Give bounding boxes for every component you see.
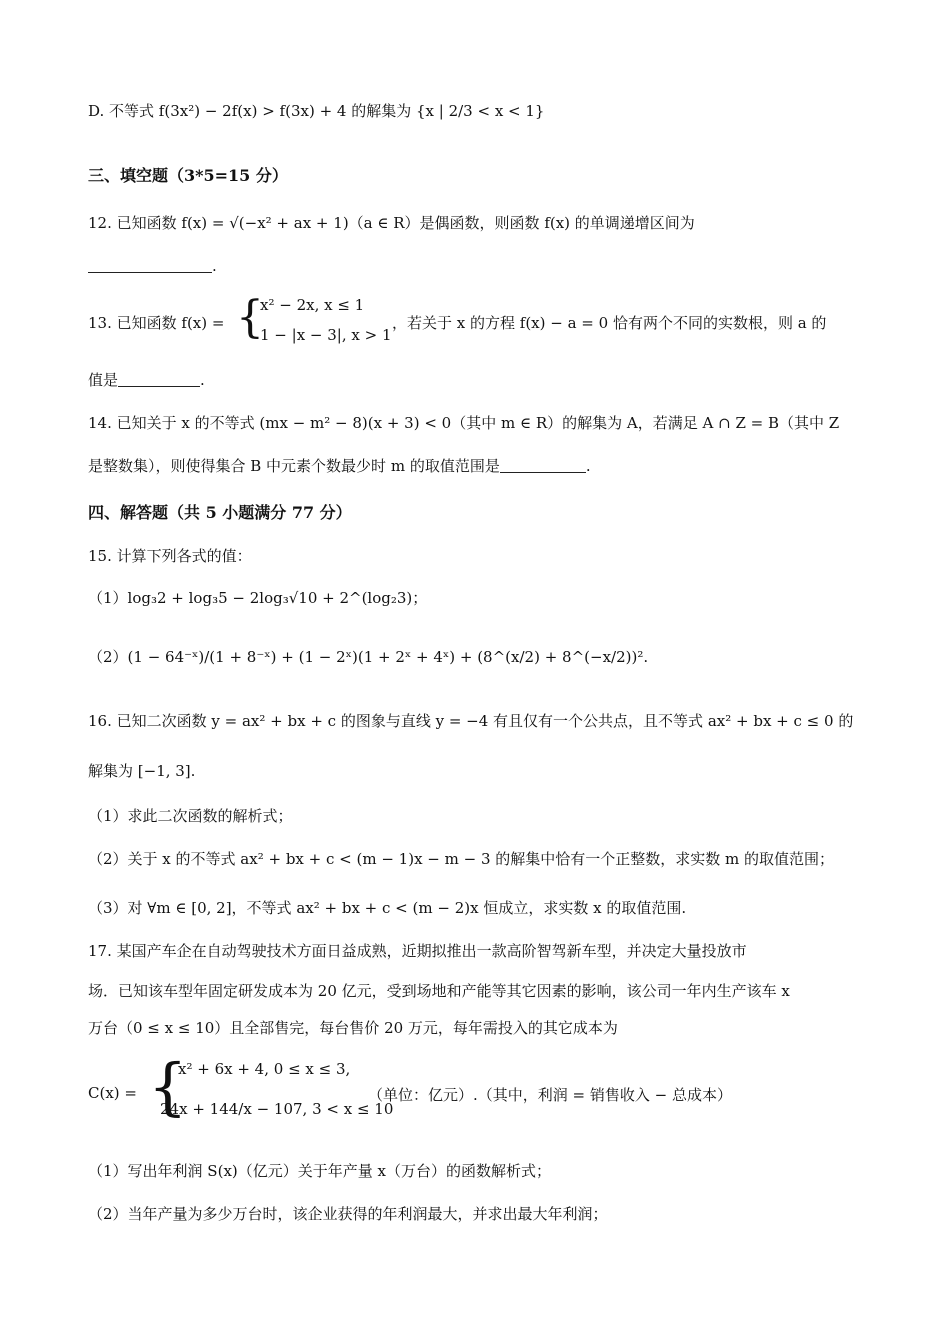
answer-blank[interactable] (500, 458, 586, 473)
question-16-part-3: （3）对 ∀m ∈ [0, 2]，不等式 ax² + bx + c < (m − 2)x 恒成立，求实数 x 的取值范围. (88, 899, 687, 917)
section-fill-in-heading: 三、填空题（3*5=15 分） (88, 166, 288, 185)
question-13: 13. 已知函数 f(x) = { x² − 2x, x ≤ 1 1 − |x − 3|, x > 1 ，若关于 x 的方程 f(x) − a = 0 恰有两个不同的实数根，则 a 的 (88, 292, 827, 344)
question-17: 17. 某国产车企在自动驾驶技术方面日益成熟，近期拟推出一款高阶智驾新车型，并决定大量投放市 (88, 942, 747, 960)
question-15: 15. 计算下列各式的值： (88, 547, 252, 565)
cost-function: C(x) = { x² + 6x + 4, 0 ≤ x ≤ 3, 24x + 144/x − 107, 3 < x ≤ 10 （单位：亿元）.（其中，利润 = 销售收入 − 总成本） (88, 1050, 732, 1123)
section-answer-heading: 四、解答题（共 5 小题满分 77 分） (88, 503, 352, 522)
option-d-text: D. 不等式 f(3x²) − 2f(x) > f(3x) + 4 的解集为 {x | 2/3 < x < 1} (88, 102, 545, 120)
question-17-part-1: （1）写出年利润 S(x)（亿元）关于年产量 x（万台）的函数解析式； (88, 1162, 551, 1180)
question-15-part-1: （1）log₃2 + log₃5 − 2log₃√10 + 2^(log₂3)； (88, 589, 428, 607)
question-12-answer-line: . (88, 257, 890, 275)
left-brace: { (148, 1050, 188, 1123)
question-14-answer-line: 是整数集），则使得集合 B 中元素个数最少时 m 的取值范围是 . (88, 457, 591, 475)
answer-blank[interactable] (118, 372, 200, 387)
question-17-cont-2: 万台（0 ≤ x ≤ 10）且全部售完，每台售价 20 万元，每年需投入的其它成本为 (88, 1019, 618, 1037)
question-13-answer-line: 值是 . (88, 371, 205, 389)
question-16-part-1: （1）求此二次函数的解析式； (88, 807, 293, 825)
question-17-part-2: （2）当年产量为多少万台时，该企业获得的年利润最大，并求出最大年利润； (88, 1205, 608, 1223)
question-12: 12. 已知函数 f(x) = √(−x² + ax + 1)（a ∈ R）是偶函数，则函数 f(x) 的单调递增区间为 (88, 214, 695, 232)
left-brace: { (236, 292, 264, 343)
option-d (88, 100, 890, 121)
question-16: 16. 已知二次函数 y = ax² + bx + c 的图象与直线 y = −4 有且仅有一个公共点，且不等式 ax² + bx + c ≤ 0 的 (88, 712, 854, 730)
question-16-part-2: （2）关于 x 的不等式 ax² + bx + c < (m − 1)x − m − 3 的解集中恰有一个正整数，求实数 m 的取值范围； (88, 850, 835, 868)
question-17-cont-1: 场．已知该车型年固定研发成本为 20 亿元，受到场地和产能等其它因素的影响，该公司一年内生产该车 x (88, 982, 790, 1000)
question-15-part-2: （2）(1 − 64⁻ˣ)/(1 + 8⁻ˣ) + (1 − 2ˣ)(1 + 2ˣ + 4ˣ) + (8^(x/2) + 8^(−x/2))². (88, 648, 649, 666)
question-16-cont: 解集为 [−1, 3]. (88, 762, 196, 780)
answer-blank[interactable] (88, 258, 212, 273)
question-14: 14. 已知关于 x 的不等式 (mx − m² − 8)(x + 3) < 0（其中 m ∈ R）的解集为 A，若满足 A ∩ Z = B（其中 Z (88, 414, 840, 432)
